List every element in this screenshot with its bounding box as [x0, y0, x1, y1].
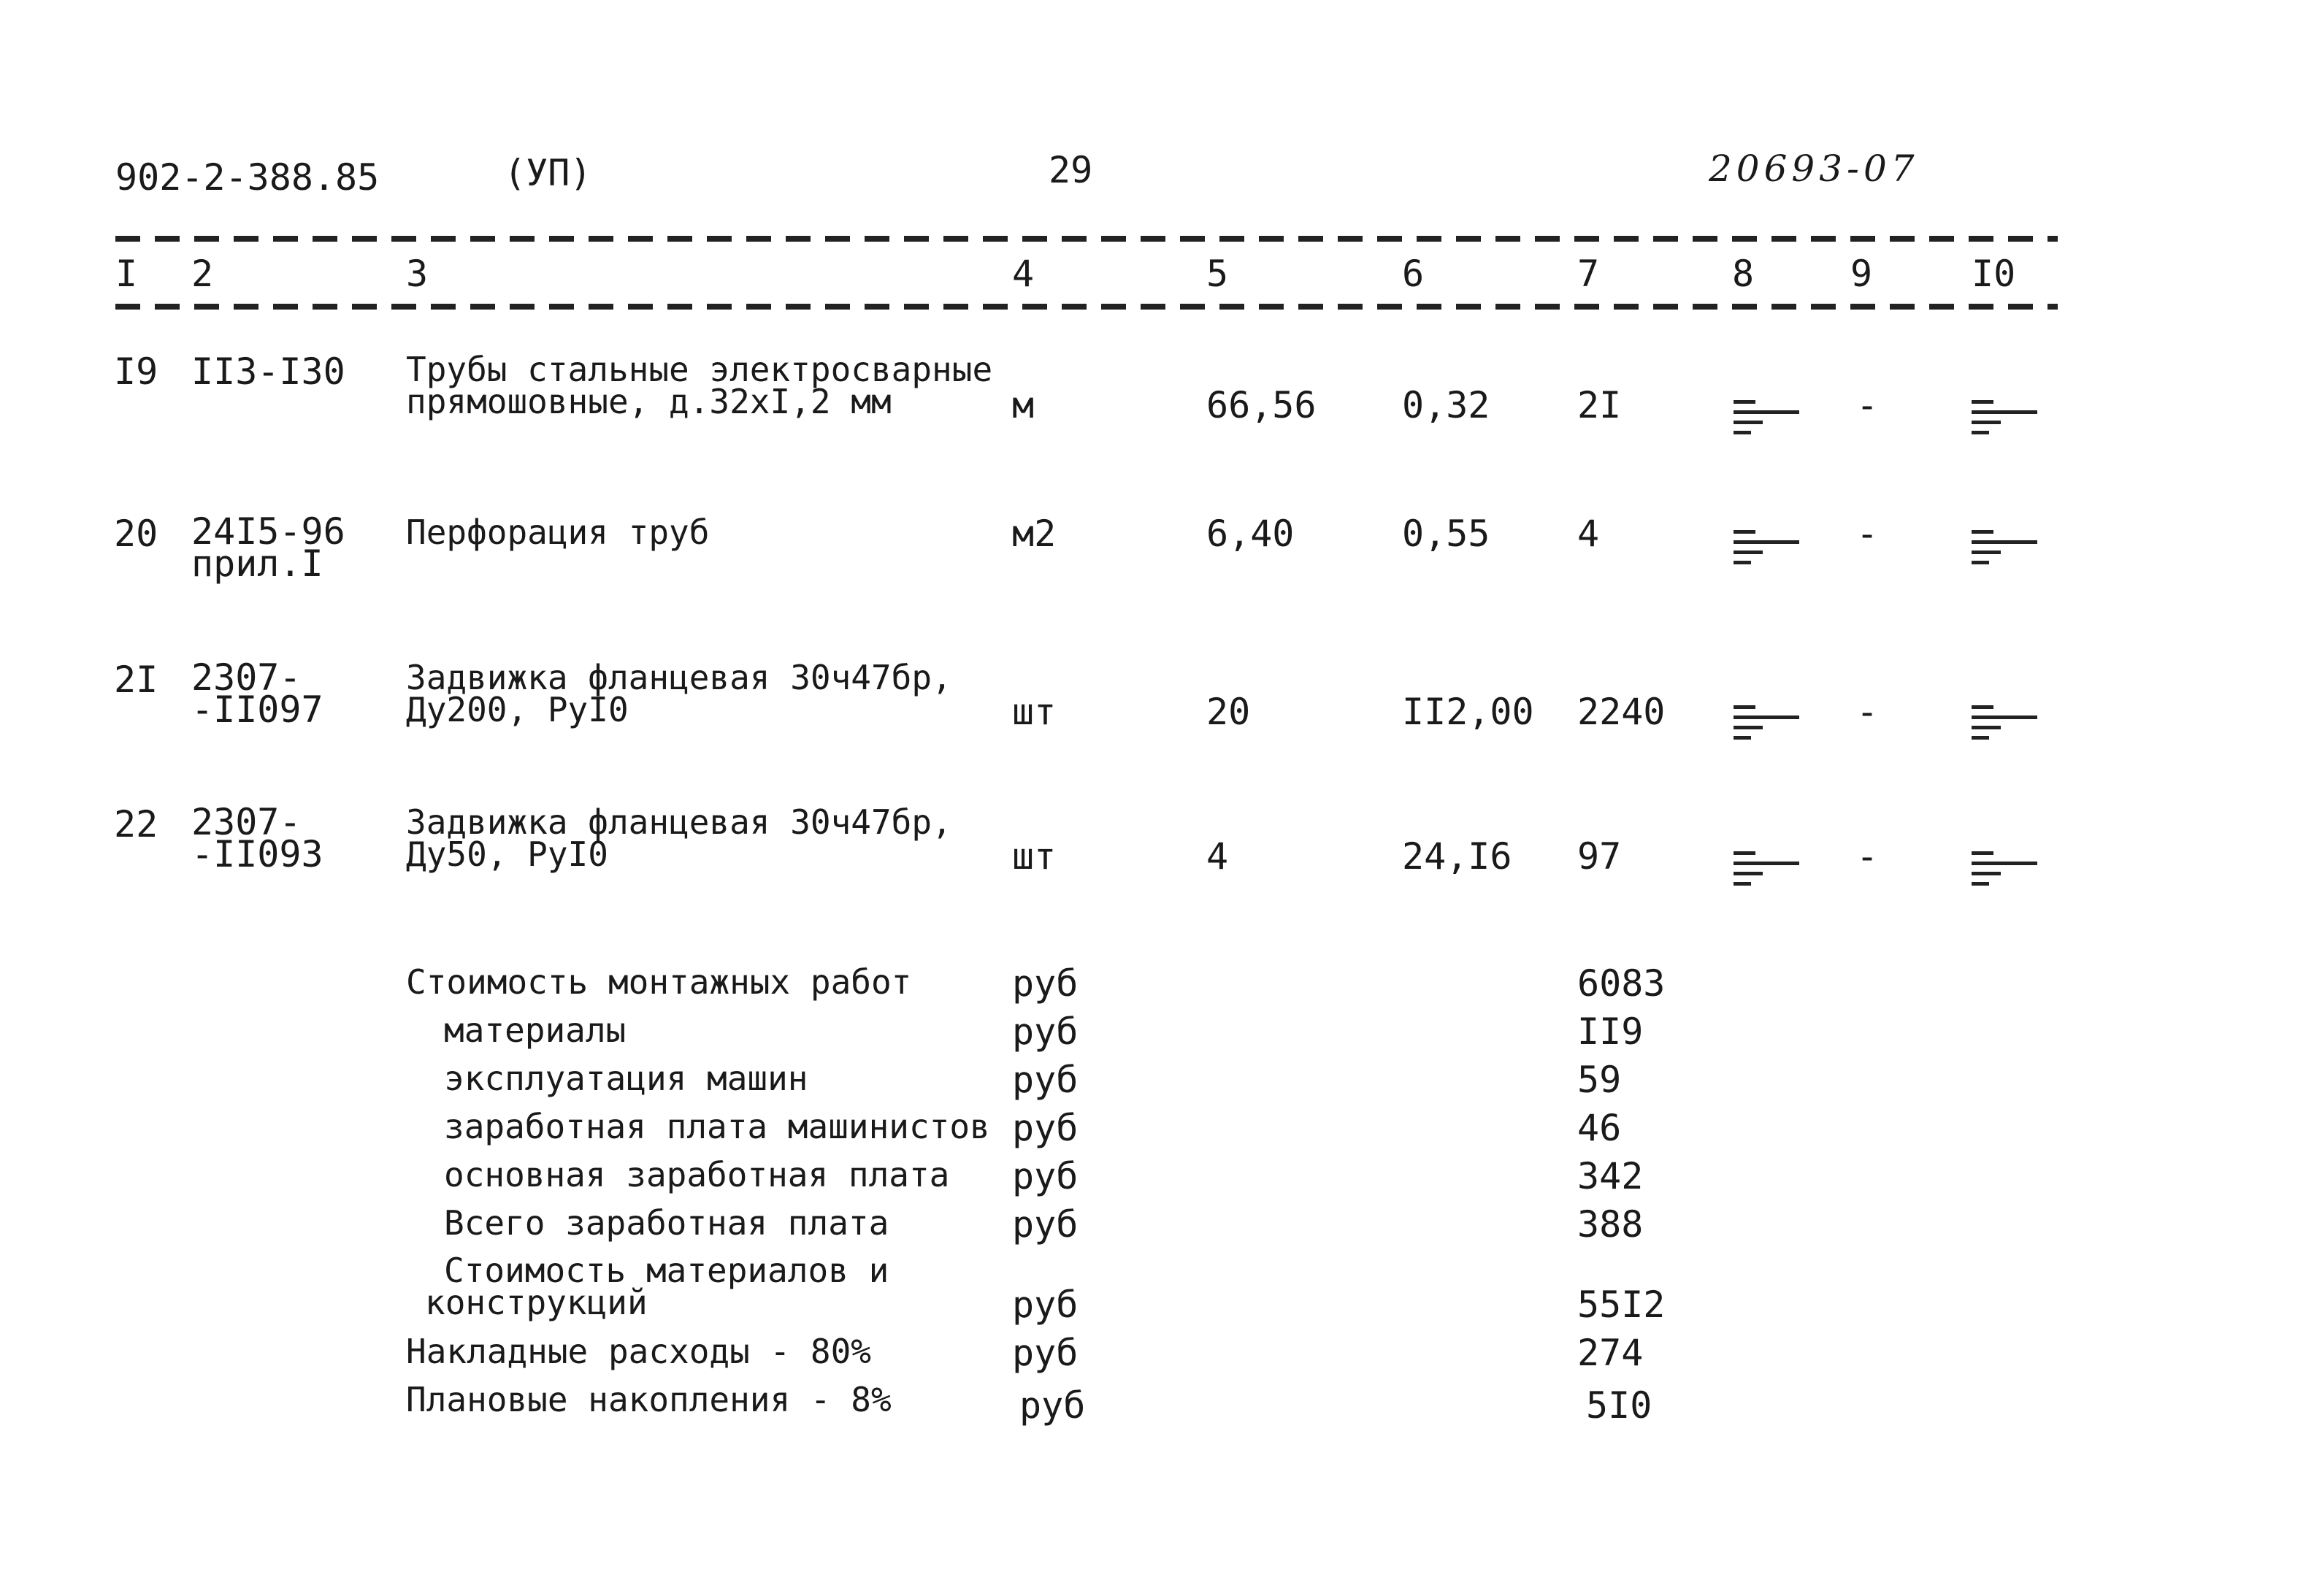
- row-description: Задвижка фланцевая 30ч47бр, Ду200, РуI0: [406, 658, 952, 729]
- row-total: 97: [1577, 835, 1622, 878]
- summary-unit: руб: [1012, 1332, 1079, 1374]
- ditto-mark: [1734, 851, 1799, 888]
- col-header-1: I: [115, 253, 138, 295]
- row-total: 2I: [1577, 384, 1622, 426]
- row-total: 4: [1577, 513, 1600, 555]
- page-number: 29: [1049, 149, 1093, 191]
- col-header-3: 3: [406, 253, 429, 295]
- row-description: Перфорация труб: [406, 513, 710, 552]
- row-code: II3-I30: [191, 350, 345, 393]
- document-number: 902-2-388.85: [115, 156, 380, 199]
- ditto-mark: [1734, 530, 1799, 567]
- summary-unit: руб: [1012, 1010, 1079, 1053]
- row-unit: м: [1012, 384, 1035, 426]
- summary-label: эксплуатация машин: [444, 1059, 808, 1098]
- summary-value: II9: [1577, 1010, 1644, 1053]
- summary-unit: руб: [1012, 1155, 1079, 1197]
- row-col9-dash: -: [1856, 691, 1879, 733]
- summary-label: Всего заработная плата: [444, 1203, 889, 1243]
- inventory-number: 20693-07: [1709, 147, 1919, 190]
- ditto-mark: [1972, 400, 2037, 437]
- row-number: 22: [114, 803, 158, 845]
- ditto-mark: [1972, 705, 2037, 742]
- row-unit: шт: [1012, 835, 1057, 878]
- row-unit-price: 24,I6: [1402, 835, 1512, 878]
- col-header-8: 8: [1732, 253, 1755, 295]
- summary-unit: руб: [1012, 1059, 1079, 1101]
- ditto-mark: [1734, 400, 1799, 437]
- summary-unit: руб: [1012, 1284, 1079, 1326]
- header-bottom-rule: [115, 304, 2058, 310]
- summary-value: 55I2: [1577, 1284, 1666, 1326]
- summary-value: 59: [1577, 1059, 1622, 1101]
- col-header-5: 5: [1206, 253, 1229, 295]
- col-header-10: I0: [1972, 253, 2016, 295]
- row-quantity: 66,56: [1206, 384, 1317, 426]
- col-header-6: 6: [1402, 253, 1425, 295]
- row-description: Задвижка фланцевая 30ч47бр, Ду50, РуI0: [406, 802, 952, 874]
- section-label: (УП): [504, 152, 592, 194]
- summary-unit: руб: [1012, 1107, 1079, 1149]
- header-top-rule: [115, 236, 2058, 242]
- summary-unit: руб: [1019, 1384, 1086, 1427]
- summary-label: материалы: [444, 1010, 627, 1050]
- summary-label: Накладные расходы - 80%: [406, 1332, 871, 1371]
- summary-label: заработная плата машинистов: [444, 1107, 990, 1146]
- ditto-mark: [1972, 530, 2037, 567]
- ditto-mark: [1972, 851, 2037, 888]
- col-header-9: 9: [1850, 253, 1873, 295]
- row-col9-dash: -: [1856, 513, 1879, 555]
- summary-value: 274: [1577, 1332, 1644, 1374]
- summary-value: 5I0: [1586, 1384, 1652, 1427]
- row-code: 24I5-96 прил.I: [191, 510, 345, 585]
- row-code: 2307- -II097: [191, 656, 323, 731]
- col-header-2: 2: [191, 253, 214, 295]
- summary-unit: руб: [1012, 1203, 1079, 1246]
- row-unit-price: 0,55: [1402, 513, 1490, 555]
- row-unit-price: II2,00: [1402, 691, 1534, 733]
- summary-value: 46: [1577, 1107, 1622, 1149]
- row-quantity: 4: [1206, 835, 1229, 878]
- summary-label: Плановые накопления - 8%: [406, 1380, 892, 1419]
- row-unit-price: 0,32: [1402, 384, 1490, 426]
- row-number: 2I: [114, 659, 158, 701]
- summary-value: 388: [1577, 1203, 1644, 1246]
- row-quantity: 6,40: [1206, 513, 1295, 555]
- summary-label: Стоимость монтажных работ: [406, 962, 912, 1002]
- row-number: I9: [114, 350, 158, 393]
- ditto-mark: [1734, 705, 1799, 742]
- row-code: 2307- -II093: [191, 801, 323, 875]
- row-unit: шт: [1012, 691, 1057, 733]
- col-header-4: 4: [1012, 253, 1035, 295]
- summary-value: 6083: [1577, 962, 1666, 1005]
- row-description: Трубы стальные электросварные прямошовные, д.32хI,2 мм: [406, 350, 993, 421]
- summary-label: основная заработная плата: [444, 1155, 950, 1194]
- summary-unit: руб: [1012, 962, 1079, 1005]
- row-total: 2240: [1577, 691, 1666, 733]
- summary-label: Стоимость материалов и конструкций: [425, 1251, 889, 1322]
- row-number: 20: [114, 513, 158, 555]
- col-header-7: 7: [1577, 253, 1600, 295]
- row-col9-dash: -: [1856, 835, 1879, 878]
- row-quantity: 20: [1206, 691, 1251, 733]
- summary-value: 342: [1577, 1155, 1644, 1197]
- row-unit: м2: [1012, 513, 1057, 555]
- row-col9-dash: -: [1856, 384, 1879, 426]
